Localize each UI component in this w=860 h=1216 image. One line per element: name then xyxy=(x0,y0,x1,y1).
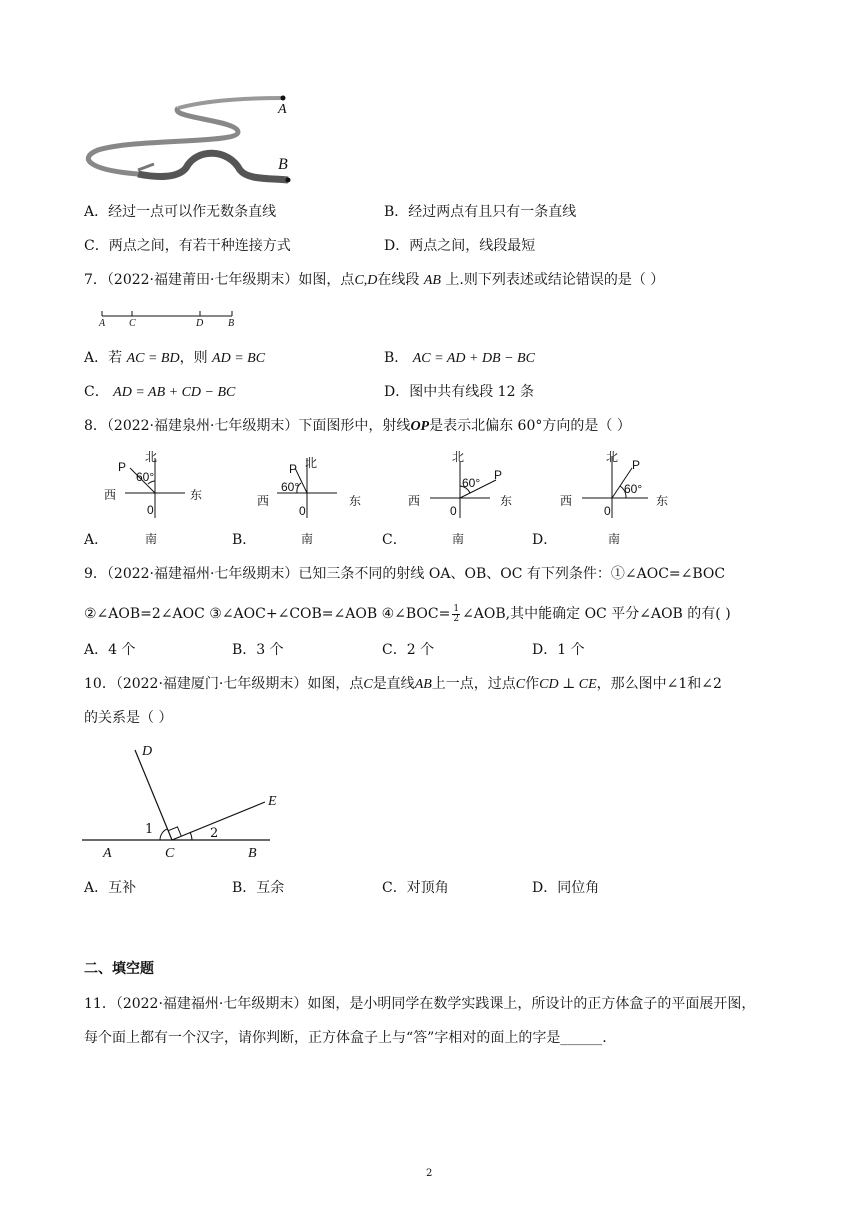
q7-opt-c-pre: C． xyxy=(84,384,109,400)
q10-ab: AB xyxy=(414,677,432,692)
q7-segment-figure xyxy=(96,308,246,328)
q10-fig-two: 2 xyxy=(210,826,219,841)
q10-ang2: ∠2 xyxy=(701,676,722,692)
compass-b-north: 北 xyxy=(305,456,318,470)
q7-opt-c-m: AD = AB + CD − BC xyxy=(113,385,236,400)
page-number: 2 xyxy=(426,1168,433,1179)
q7-fig-c: C xyxy=(129,318,136,329)
compass-c-origin: 0 xyxy=(450,504,457,518)
q10-stem-line2: 的关系是（ ） xyxy=(84,710,173,726)
q7-fig-d: D xyxy=(196,318,204,329)
compass-d-origin: 0 xyxy=(604,504,611,518)
q8-option-a[interactable]: A． xyxy=(84,532,109,548)
q8-option-b[interactable]: B． xyxy=(232,532,257,548)
compass-a-east: 东 xyxy=(190,488,203,502)
q10-c2: C xyxy=(515,677,526,692)
compass-b-east: 东 xyxy=(349,494,362,508)
q7-fig-a: A xyxy=(99,318,106,329)
q9-option-b[interactable]: B．3 个 xyxy=(232,642,284,658)
road-point-b: B xyxy=(278,156,288,173)
q8-stem-post: 是表示北偏东 60°方向的是（ ） xyxy=(429,418,631,434)
compass-d xyxy=(556,448,686,548)
q10-option-a[interactable]: A．互补 xyxy=(84,880,137,896)
q10-fig-b: B xyxy=(248,846,257,861)
compass-a-origin: 0 xyxy=(147,503,154,517)
q10-fig-e: E xyxy=(268,794,277,809)
q7-stem-mid: 在线段 xyxy=(377,272,420,288)
q7-opt-b-pre: B． xyxy=(384,350,409,366)
q10-cdce: CD ⊥ CE xyxy=(539,677,597,692)
q7-option-d[interactable]: D．图中共有线段 12 条 xyxy=(384,384,534,400)
q9-frac-num: 1 xyxy=(453,603,460,614)
compass-b-p: P xyxy=(289,462,298,476)
compass-b-south: 南 xyxy=(301,532,314,546)
q10-option-c[interactable]: C．对顶角 xyxy=(382,880,449,896)
q10-line1-d: 作 xyxy=(525,676,540,692)
compass-b-west: 西 xyxy=(257,494,270,508)
q6-option-b[interactable]: B．经过两点有且只有一条直线 xyxy=(384,204,577,220)
compass-d-angle: 60° xyxy=(624,482,643,496)
q10-line1-f: 和 xyxy=(687,676,702,692)
compass-d-west: 西 xyxy=(560,494,573,508)
q10-fig-c: C xyxy=(165,846,175,861)
q6-option-c[interactable]: C．两点之间，有若干种连接方式 xyxy=(84,238,291,254)
road-point-a: A xyxy=(278,102,287,117)
compass-c-p: P xyxy=(494,468,503,482)
q9-line2-post: ∠AOB,其中能确定 OC 平分∠AOB 的有( ) xyxy=(462,606,731,622)
compass-a-angle: 60° xyxy=(136,470,155,484)
compass-a-north: 北 xyxy=(145,450,158,464)
compass-a-west: 西 xyxy=(104,488,117,502)
q10-option-d[interactable]: D．同位角 xyxy=(532,880,600,896)
q9-frac-den: 2 xyxy=(453,613,460,624)
q7-option-a[interactable] xyxy=(84,348,265,369)
q7-stem xyxy=(84,270,664,291)
q10-option-b[interactable]: B．互余 xyxy=(232,880,285,896)
q7-opt-b-m: AC = AD + DB − BC xyxy=(412,351,535,366)
q7-stem-pre: 7．（2022·福建莆田·七年级期末）如图，点 xyxy=(84,272,355,288)
q7-seg-ab: AB xyxy=(423,273,441,288)
q8-stem xyxy=(84,416,631,437)
compass-a-south: 南 xyxy=(145,532,158,546)
q9-option-d[interactable]: D．1 个 xyxy=(532,642,585,658)
q11-stem-line1: 11．（2022·福建福州·七年级期末）如图，是小明同学在数学实践课上，所设计的正方体盒子的平面展开图， xyxy=(84,996,756,1012)
compass-b xyxy=(255,448,375,548)
compass-a-p: P xyxy=(118,460,127,474)
q7-opt-a-pre: A．若 xyxy=(84,350,123,366)
compass-a xyxy=(100,448,220,548)
q9-line2-pre: ②∠AOB=2∠AOC ③∠AOC+∠COB=∠AOB ④∠BOC= xyxy=(84,606,451,622)
q10-angle-figure xyxy=(80,740,280,860)
q8-stem-pre: 8．（2022·福建泉州·七年级期末）下面图形中，射线 xyxy=(84,418,411,434)
compass-b-angle: 60° xyxy=(281,480,300,494)
q10-fig-one: 1 xyxy=(145,822,154,837)
q7-option-c[interactable] xyxy=(84,382,235,403)
compass-c-west: 西 xyxy=(408,494,421,508)
q11-stem-line2: 每个面上都有一个汉字，请你判断，正方体盒子上与“答”字相对的面上的字是______. xyxy=(84,1030,607,1046)
q7-fig-b: B xyxy=(228,318,235,329)
q9-fraction xyxy=(452,605,460,624)
section-title-fill-blank: 二、填空题 xyxy=(84,961,154,977)
q9-option-c[interactable]: C．2 个 xyxy=(382,642,435,658)
q7-opt-a-m2: AD = BC xyxy=(212,351,266,366)
q7-opt-a-m1: AC = BD xyxy=(126,351,180,366)
q6-option-d[interactable]: D．两点之间，线段最短 xyxy=(384,238,536,254)
q7-stem-post: 上.则下列表述或结论错误的是（ ） xyxy=(445,272,665,288)
q7-opt-a-mid: ，则 xyxy=(179,350,208,366)
q10-c1: C xyxy=(363,677,373,692)
compass-c-angle: 60° xyxy=(462,476,481,490)
q10-line1-b: 是直线 xyxy=(372,676,415,692)
q10-line1-a: 10．（2022·福建厦门·七年级期末）如图，点 xyxy=(84,676,364,692)
compass-d-p: P xyxy=(632,458,641,472)
q8-ray: OP xyxy=(410,419,430,434)
compass-d-east: 东 xyxy=(656,494,669,508)
q8-option-d[interactable]: D． xyxy=(532,532,558,548)
q9-stem-line1: 9．（2022·福建福州·七年级期末）已知三条不同的射线 OA、OB、OC 有下列条件：①∠AOC=∠BOC xyxy=(84,566,726,582)
q9-stem-line2 xyxy=(84,604,731,624)
q10-fig-a: A xyxy=(103,846,112,861)
q10-line1-c: 上一点，过点 xyxy=(431,676,516,692)
q10-stem-line1 xyxy=(84,674,722,695)
compass-c-east: 东 xyxy=(500,494,513,508)
q10-ang1: ∠1 xyxy=(666,676,688,692)
q10-fig-d: D xyxy=(142,744,153,759)
road-figure xyxy=(78,88,308,188)
q9-option-a[interactable]: A．4 个 xyxy=(84,642,136,658)
compass-c xyxy=(404,448,524,548)
compass-c-south: 南 xyxy=(452,532,465,546)
compass-c-north: 北 xyxy=(452,450,465,464)
compass-d-north: 北 xyxy=(606,450,619,464)
compass-b-origin: 0 xyxy=(299,504,306,518)
q7-points-cd: C,D xyxy=(354,273,378,288)
q6-option-a[interactable]: A．经过一点可以作无数条直线 xyxy=(84,204,277,220)
q10-line1-e: ，那么图中 xyxy=(596,676,667,692)
q8-option-c[interactable]: C． xyxy=(382,532,407,548)
q7-option-b[interactable] xyxy=(384,348,535,369)
compass-d-south: 南 xyxy=(608,532,621,546)
